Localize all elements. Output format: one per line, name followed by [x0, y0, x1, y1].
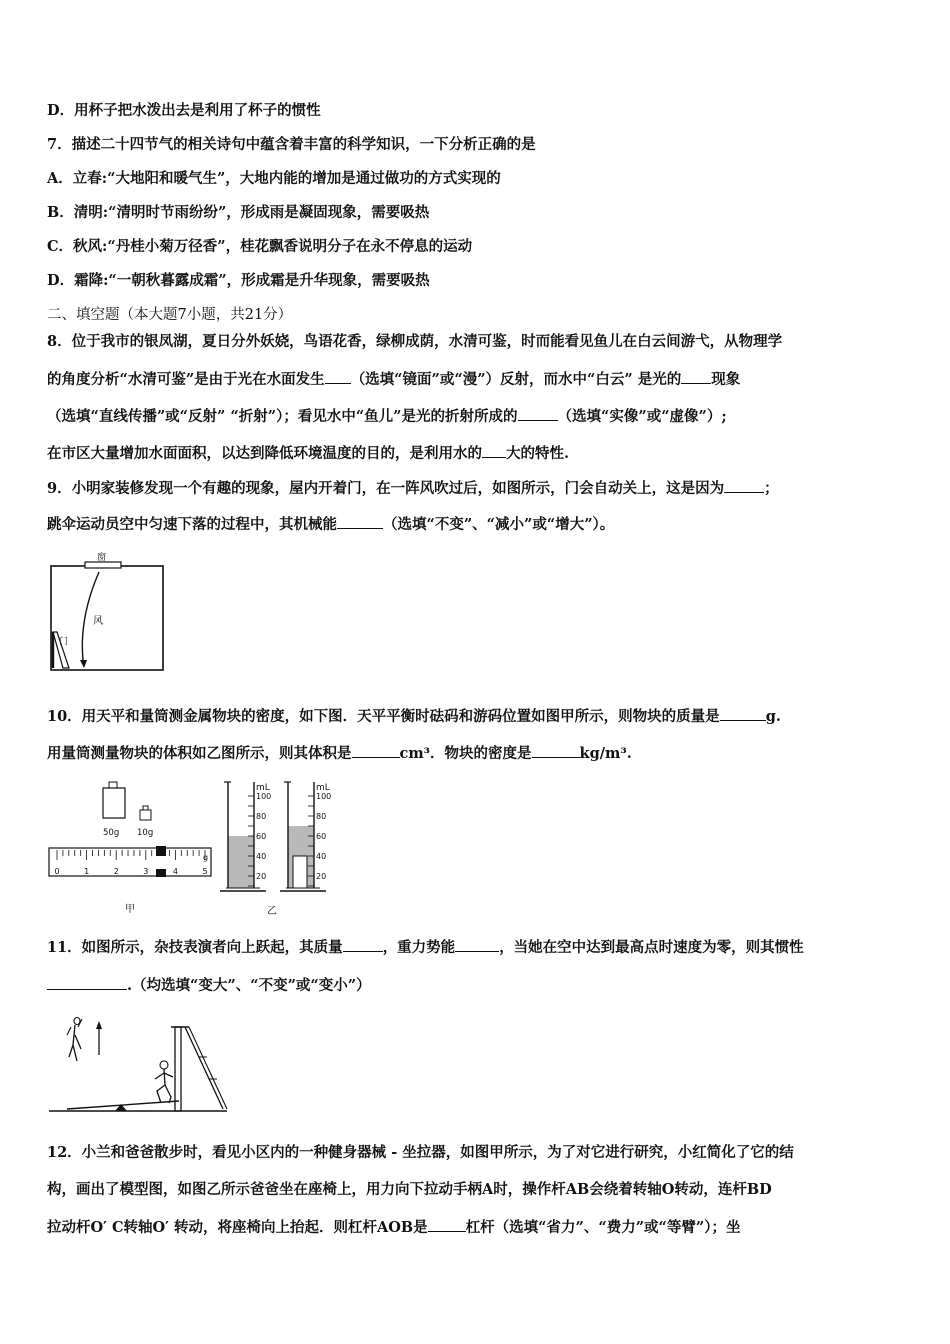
rider-scale: [49, 848, 211, 876]
q8-text-f: 在市区大量增加水面面积，以达到降低环境温度的目的，是利用水的: [47, 445, 482, 462]
weight-50g-label: 50g: [103, 828, 120, 838]
cylinder-unit: mL: [316, 783, 330, 793]
q7-option-c: C．秋风:“丹桂小菊万径香”，桂花飘香说明分子在永不停息的运动: [47, 238, 473, 255]
q10-line1: [47, 706, 781, 727]
q11-line2: [47, 975, 371, 996]
cylinder-tick-label: 100: [256, 792, 272, 801]
scale-tick-label: 3: [143, 867, 149, 876]
q9-text-c: 跳伞运动员空中匀速下落的过程中，其机械能: [47, 516, 337, 533]
scale-tick-label: 5: [202, 867, 208, 876]
q9-line2: [47, 514, 614, 535]
scale-tick-label: 2: [113, 867, 119, 876]
q8-text-e: （选填“实像”或“虚像”）;: [557, 408, 727, 425]
cylinder-tick-label: 20: [316, 872, 327, 881]
q11-text-c: ，当她在空中达到最高点时速度为零，则其惯性: [499, 939, 804, 956]
answer-blank[interactable]: [681, 369, 711, 384]
cylinder-tick-label: 80: [256, 812, 267, 821]
q10-text-a: 10．用天平和量筒测金属物块的密度，如下图．天平平衡时砝码和游码位置如图甲所示，则物块的质量是: [47, 708, 720, 725]
q10-text-e: kg/m³.: [579, 745, 632, 762]
cylinder-tick-label: 80: [316, 812, 327, 821]
q9-text-d: （选填“不变”、“减小”或“增大”）。: [383, 516, 615, 533]
q12-text-a: 拉动杆O′ C转轴O′ 转动，将座椅向上抬起．则杠杆AOB是: [47, 1219, 428, 1236]
answer-blank[interactable]: [455, 937, 499, 952]
cylinder-tick-label: 100: [316, 792, 332, 801]
q8-text-c: 现象: [711, 371, 741, 388]
water: [228, 836, 254, 888]
q7-option-d: D．霜降:“一朝秋暮露成霜”，形成霜是升华现象，需要吸热: [47, 272, 430, 289]
scale-unit: g: [203, 853, 209, 862]
q10-text-b: g.: [765, 708, 781, 725]
q9-text-a: 9．小明家装修发现一个有趣的现象，屋内开着门，在一阵风吹过后，如图所示，门会自动关上，这是因为: [47, 480, 725, 497]
wind-label: 风: [93, 616, 103, 627]
answer-blank[interactable]: [518, 406, 558, 421]
q6-option-d: D．用杯子把水泼出去是利用了杯子的惯性: [47, 102, 321, 119]
q10-text-c: 用量筒测量物块的体积如乙图所示，则其体积是: [47, 745, 352, 762]
q12-text-b: 杠杆（选填“省力”、“费力”或“等臂”）；坐: [465, 1219, 741, 1236]
q12-line2: 构，画出了模型图，如图乙所示爸爸坐在座椅上，用力向下拉动手柄A时，操作杆AB会绕着转轴O转动，连杆BD: [47, 1181, 772, 1198]
label-jia: 甲: [125, 904, 135, 915]
answer-blank[interactable]: [325, 369, 351, 384]
metal-block: [293, 856, 307, 888]
q11-text-b: ，重力势能: [382, 939, 456, 956]
weight-10g: [140, 810, 151, 820]
q8-text-b: （选填“镜面”或“漫”）反射，而水中“白云” 是光的: [350, 371, 682, 388]
q8-line3: [47, 406, 727, 427]
rider: [156, 846, 166, 856]
q8-text-g: 大的特性.: [506, 445, 570, 462]
q9-line1: [47, 478, 779, 499]
answer-blank[interactable]: [343, 937, 383, 952]
section-heading: 二、填空题（本大题7小题，共21分）: [47, 307, 293, 323]
window-label: 窗: [97, 553, 107, 563]
balance-cylinder-figure: [45, 776, 345, 918]
answer-blank[interactable]: [482, 443, 506, 458]
q8-text-a: 的角度分析“水清可鉴”是由于光在水面发生: [47, 371, 325, 388]
q8-line4: [47, 443, 569, 464]
weight-50g: [103, 788, 125, 818]
door-wind-figure: [47, 548, 167, 678]
cylinder-water: [220, 782, 271, 891]
door-label: 门: [59, 637, 69, 647]
scale-tick-label: 1: [84, 867, 90, 876]
scale-tick-label: 4: [172, 867, 178, 876]
q9-text-b: ；: [764, 480, 779, 497]
q10-text-d: cm³．物块的密度是: [399, 745, 532, 762]
q11-line1: [47, 937, 804, 958]
answer-blank[interactable]: [532, 743, 580, 758]
scale-tick-label: 0: [54, 867, 60, 876]
q7-stem: 7．描述二十四节气的相关诗句中蕴含着丰富的科学知识，一下分析正确的是: [47, 136, 536, 153]
cylinder-tick-label: 40: [316, 852, 327, 861]
q8-line1: 8．位于我市的银凤湖，夏日分外妖娆，鸟语花香，绿柳成荫，水清可鉴，时而能看见鱼儿在白云间游弋，从物理学: [47, 333, 783, 350]
cylinder-tick-label: 60: [256, 832, 267, 841]
q8-text-d: （选填“直线传播”或“反射” “折射”）；看见水中“鱼儿”是光的折射所成的: [47, 408, 518, 425]
q8-line2: [47, 369, 740, 390]
cylinder-tick-label: 20: [256, 872, 267, 881]
cylinder-unit: mL: [256, 783, 270, 793]
answer-blank[interactable]: [720, 706, 766, 721]
cylinder-water-block: [280, 782, 331, 891]
q7-option-a: A．立春:“大地阳和暖气生”，大地内能的增加是通过做功的方式实现的: [47, 170, 501, 187]
answer-blank[interactable]: [352, 743, 400, 758]
answer-blank[interactable]: [337, 514, 383, 529]
q11-text-d: .（均选填“变大”、“不变”或“变小”）: [127, 977, 371, 994]
cylinder-tick-label: 60: [316, 832, 327, 841]
q10-line2: [47, 743, 632, 764]
answer-blank[interactable]: [428, 1217, 466, 1232]
answer-blank[interactable]: [724, 478, 764, 493]
label-yi: 乙: [267, 906, 277, 917]
answer-blank[interactable]: [47, 975, 127, 990]
weight-10g-label: 10g: [137, 828, 154, 838]
acrobat-figure: [47, 1005, 232, 1117]
q11-text-a: 11．如图所示，杂技表演者向上跃起，其质量: [47, 939, 343, 956]
q7-option-b: B．清明:“清明时节雨纷纷”，形成雨是凝固现象，需要吸热: [47, 204, 430, 221]
q12-line1: 12．小兰和爸爸散步时，看见小区内的一种健身器械 - 坐拉器，如图甲所示，为了对它进行研究，小红简化了它的结: [47, 1144, 794, 1161]
cylinder-tick-label: 40: [256, 852, 267, 861]
q12-line3: [47, 1217, 740, 1238]
